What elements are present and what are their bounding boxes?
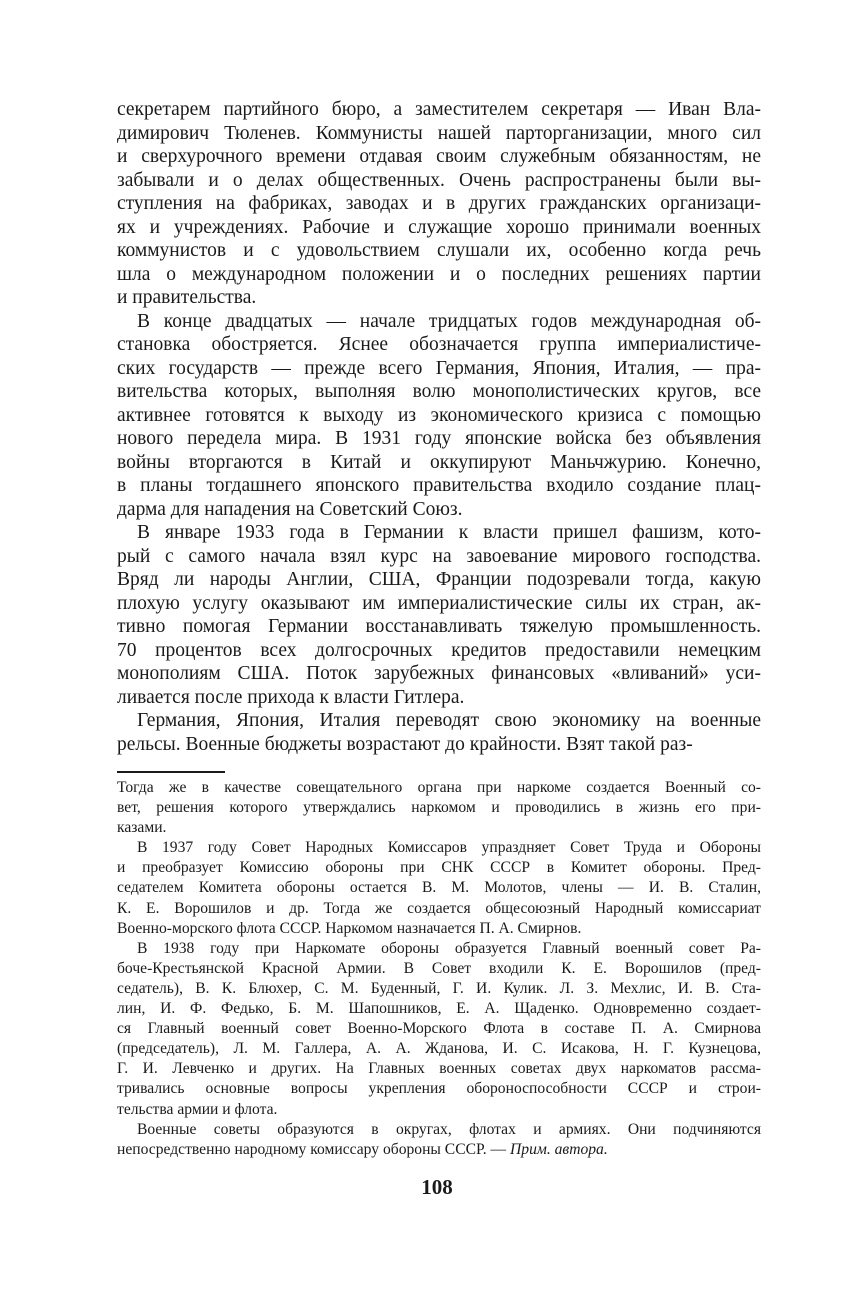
text-line (117, 1120, 761, 1140)
text-line (117, 778, 761, 798)
text-line (117, 979, 761, 999)
line-text: ских государств — прежде всего Германия, Япония, Италия, — пра- (117, 357, 761, 379)
text-line (117, 192, 761, 216)
line-text: вет, решения которого утверждались наркомом и проводились в жизнь его при- (117, 799, 761, 817)
line-text: (председатель), Л. М. Галлера, А. А. Жданова, И. С. Исакова, Н. Г. Кузнецова, (117, 1040, 761, 1058)
text-line (117, 838, 761, 858)
page-number: 108 (421, 1175, 453, 1199)
paragraph (117, 939, 761, 1120)
footnote (117, 778, 761, 1160)
text-line (117, 474, 761, 498)
line-text: Военные советы образуются в округах, флотах и армиях. Они подчиняются (137, 1120, 761, 1138)
text-line (117, 310, 761, 334)
line-text: и преобразует Комиссию обороны при СНК СССР в Комитет обороны. Пред- (117, 859, 761, 877)
footnote-rule (117, 771, 225, 773)
text-line (117, 545, 761, 569)
text-line (117, 592, 761, 616)
line-text: Тогда же в качестве совещательного органа при наркоме создается Военный со- (117, 779, 761, 796)
text-line (117, 145, 761, 169)
text-line (117, 380, 761, 404)
line-text: К. Е. Ворошилов и др. Тогда же создается общесоюзный Народный комиссариат (117, 899, 761, 917)
text-line (117, 1079, 761, 1099)
text-line (117, 568, 761, 592)
text-line (117, 1100, 761, 1120)
line-text: Г. И. Левченко и других. На Главных военных советах двух наркоматов рассма- (117, 1060, 761, 1078)
line-text: становка обостряется. Яснее обозначается группа империалистиче- (117, 334, 761, 355)
text-line (117, 999, 761, 1019)
text-line (117, 451, 761, 475)
author-note-mark: Прим. автора. (510, 1140, 608, 1158)
text-line (117, 662, 761, 686)
text-line (117, 919, 761, 939)
line-text: войны вторгаются в Китай и оккупируют Маньчжурию. Конечно, (117, 451, 761, 473)
text-line (117, 1039, 761, 1059)
line-text: ступления на фабриках, заводах и в других гражданских организаци- (117, 193, 761, 214)
text-line (117, 122, 761, 146)
paragraph (117, 98, 761, 310)
line-text: седатель), В. К. Блюхер, С. М. Буденный, Г. И. Кулик. Л. З. Мехлис, И. В. Ста- (117, 979, 761, 997)
text-line (117, 939, 761, 959)
line-text: В 1937 году Совет Народных Комиссаров упраздняет Совет Труда и Обороны (137, 839, 761, 857)
paragraph (117, 521, 761, 709)
line-text: шла о международном положении и о последних решениях партии (117, 263, 761, 285)
text-line (117, 899, 761, 919)
text-line (117, 357, 761, 381)
line-text: ливается после прихода к власти Гитлера. (117, 686, 465, 708)
line-text: тривались основные вопросы укрепления обороноспособности СССР и строи- (117, 1080, 761, 1098)
text-line (117, 709, 761, 733)
paragraph (117, 838, 761, 938)
line-text: коммунистов и с удовольствием слушали их, особенно когда речь (117, 240, 761, 261)
text-line (117, 333, 761, 357)
line-text: непосредственно народному комиссару обороны СССР. — (117, 1140, 511, 1158)
text-line (117, 169, 761, 193)
text-line (117, 1059, 761, 1079)
paragraph (117, 709, 761, 756)
line-text: ся Главный военный совет Военно-Морского Флота в составе П. А. Смирнова (117, 1020, 761, 1038)
text-line (117, 798, 761, 818)
text-line (117, 98, 761, 122)
main-text (117, 98, 761, 756)
line-text: и правительства. (117, 287, 257, 308)
line-text: димирович Тюленев. Коммунисты нашей парторганизации, много сил (117, 122, 761, 144)
line-text: вительства которых, выполняя волю монополистических кругов, все (117, 381, 761, 402)
text-line (117, 521, 761, 545)
paragraph (117, 1120, 761, 1160)
line-text: активнее готовятся к выходу из экономического кризиса с помощью (117, 404, 761, 426)
text-line (117, 858, 761, 878)
text-line (117, 404, 761, 428)
paragraph (117, 310, 761, 522)
line-text: 70 процентов всех долгосрочных кредитов предоставили немецким (117, 639, 761, 661)
text-line (117, 216, 761, 240)
line-text: боче-Крестьянской Красной Армии. В Совет входили К. Е. Ворошилов (пред- (117, 959, 761, 977)
text-line (117, 1140, 761, 1160)
text-line (117, 427, 761, 451)
text-line (117, 959, 761, 979)
line-text: тельства армии и флота. (117, 1100, 278, 1118)
text-line (117, 615, 761, 639)
line-text: рый с самого начала взял курс на завоевание мирового господства. (117, 545, 761, 567)
line-text: и сверхурочного времени отдавая своим служебным обязанностям, не (117, 146, 761, 167)
line-text: в планы тогдашнего японского правительства входило создание плац- (117, 475, 761, 496)
line-text: казами. (117, 819, 167, 837)
text-line (117, 686, 761, 710)
text-line (117, 239, 761, 263)
line-text: монополиям США. Поток зарубежных финансовых «вливаний» уси- (117, 663, 761, 684)
line-text: В 1938 году при Наркомате обороны образуется Главный военный совет Ра- (137, 939, 761, 957)
line-text: рельсы. Военные бюджеты возрастают до крайности. Взят такой раз- (117, 733, 693, 755)
text-line (117, 498, 761, 522)
line-text: плохую услугу оказывают им империалистические силы их стран, ак- (117, 592, 761, 614)
line-text: Вряд ли народы Англии, США, Франции подозревали тогда, какую (117, 569, 761, 590)
line-text: В конце двадцатых — начале тридцатых годов международная об- (137, 310, 761, 332)
text-line (117, 878, 761, 898)
line-text: В январе 1933 года в Германии к власти пришел фашизм, кото- (137, 522, 761, 543)
paragraph (117, 778, 761, 838)
line-text: забывали и о делах общественных. Очень распространены были вы- (117, 169, 761, 191)
line-text: лин, И. Ф. Федько, Б. М. Шапошников, Е. А. Щаденко. Одновременно создает- (117, 1000, 761, 1018)
text-line (117, 286, 761, 310)
line-text: ях и учреждениях. Рабочие и служащие хорошо принимали военных (117, 216, 761, 238)
text-line (117, 263, 761, 287)
text-line (117, 733, 761, 757)
line-text: секретарем партийного бюро, а заместителем секретаря — Иван Вла- (117, 99, 761, 120)
text-line (117, 818, 761, 838)
text-line (117, 639, 761, 663)
line-text: дарма для нападения на Советский Союз. (117, 498, 463, 520)
text-line (117, 1019, 761, 1039)
line-text: Германия, Япония, Италия переводят свою экономику на военные (137, 710, 761, 731)
line-text: нового передела мира. В 1931 году японские войска без объявления (117, 428, 761, 449)
line-text: Военно-морского флота СССР. Наркомом назначается П. А. Смирнов. (117, 919, 582, 937)
line-text: тивно помогая Германии восстанавливать тяжелую промышленность. (117, 616, 761, 637)
line-text: седателем Комитета обороны остается В. М. Молотов, члены — И. В. Сталин, (117, 879, 761, 897)
